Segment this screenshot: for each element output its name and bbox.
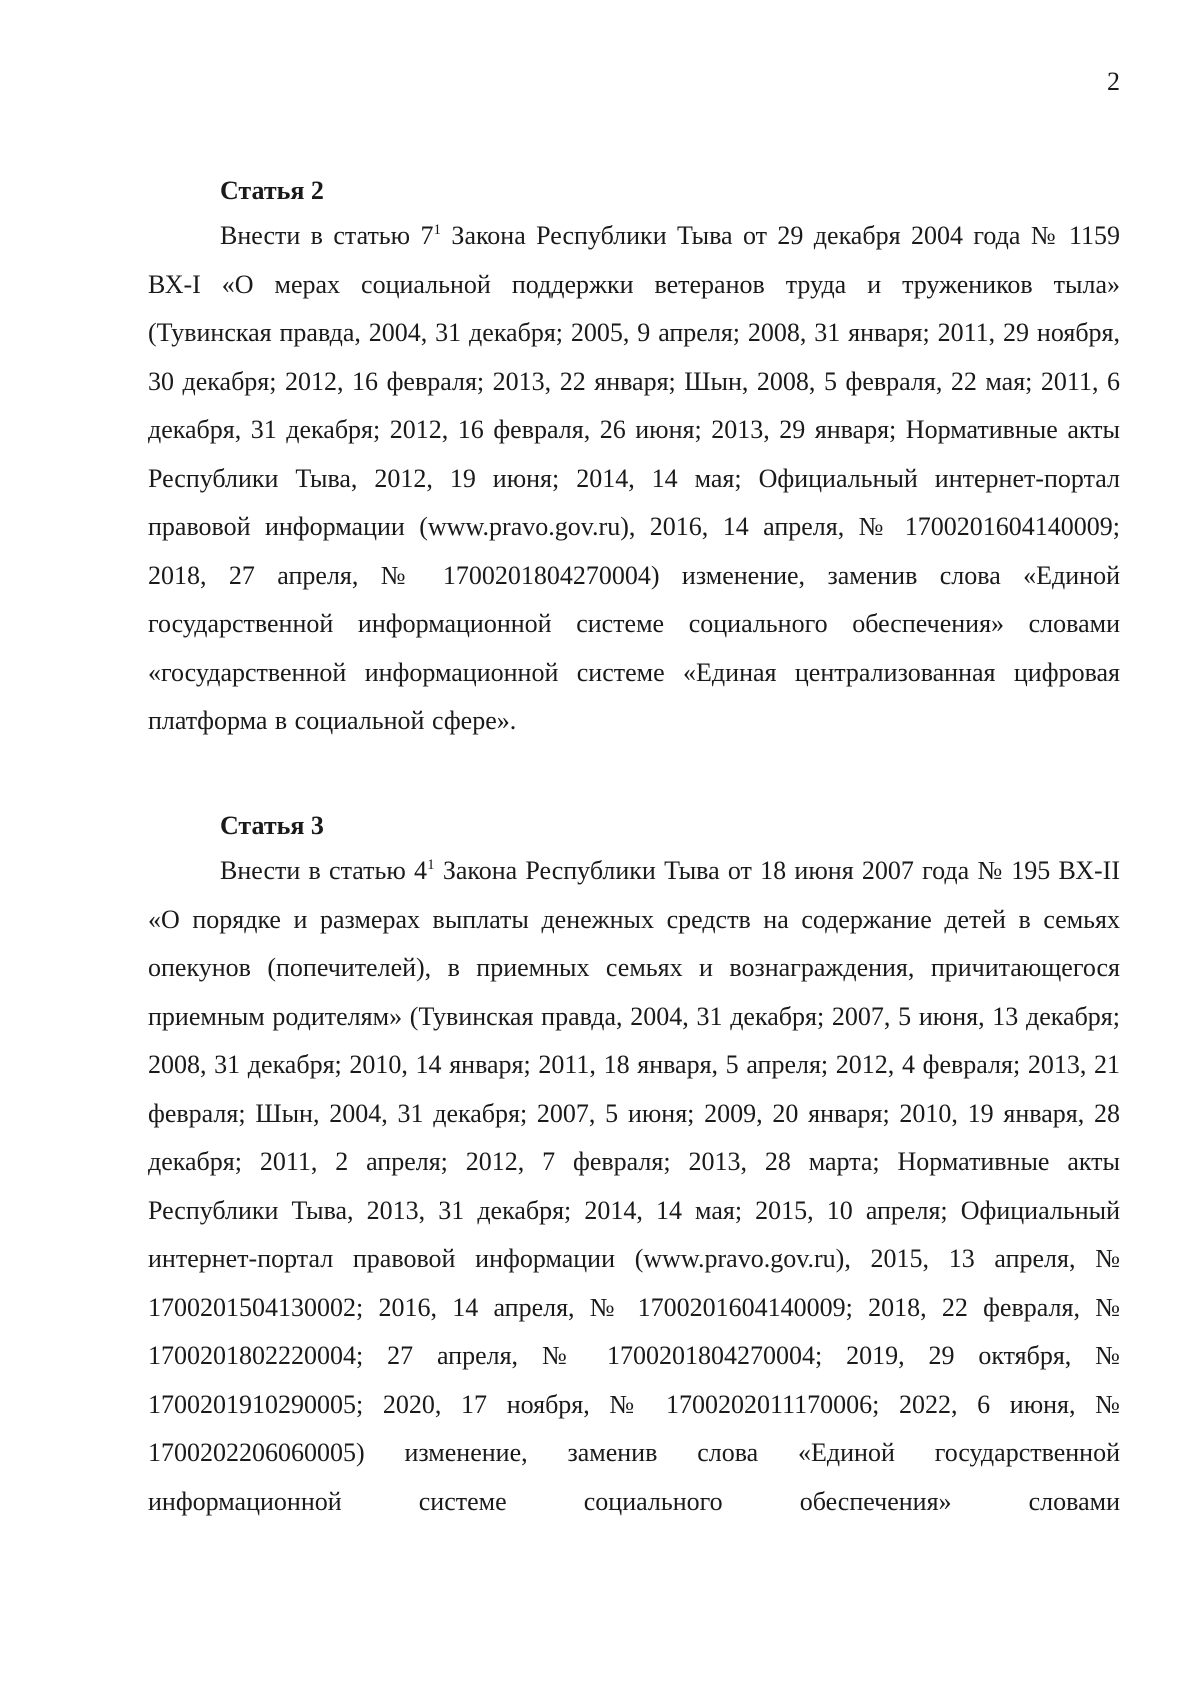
article-text-start: Внести в статью 7 <box>220 221 434 250</box>
article-number-superscript: 1 <box>427 857 435 873</box>
article-text-continuation: Закона Республики Тыва от 18 июня 2007 года № 195 ВХ-II «О порядке и размерах выплаты денежных средств на содержание детей в семьях опекунов (попечителей), в приемных семьях и вознаграждения, причитающегося приемным родителям» (Тувинская правда, 2004, 31 декабря; 2007, 5 июня, 13 декабря; 2008, 31 декабря; 2010, 14 января; 2011, 18 января, 5 апреля; 2012, 4 февраля; 2013, 21 февраля; Шын, 2004, 31 декабря; 2007, 5 июня; 2009, 20 января; 2010, 19 января, 28 декабря; 2011, 2 апреля; 2012, 7 февраля; 2013, 28 марта; Нормативные акты Республики Тыва, 2013, 31 декабря; 2014, 14 мая; 2015, 10 апреля; Официальный интернет-портал правовой информации (www.pravo.gov.ru), 2015, 13 апреля, № 1700201504130002; 2016, 14 апреля, № 1700201604140009; 2018, 22 февраля, № 1700201802220004; 27 апреля, № 1700201804270004; 2019, 29 октября, № 1700201910290005; 2020, 17 ноября, № 1700202011170006; 2022, 6 июня, № 1700202206060005) изменение, заменив слова «Единой государственной информационной системе социального обеспечения» словами <box>148 856 1120 1516</box>
article-2-section <box>148 174 1120 746</box>
article-heading: Статья 2 <box>220 176 324 205</box>
article-number-superscript: 1 <box>433 222 442 238</box>
article-heading: Статья 3 <box>220 811 324 840</box>
article-paragraph <box>148 847 1120 1526</box>
article-3-section <box>148 809 1120 1526</box>
article-paragraph <box>148 212 1120 746</box>
article-text-continuation: Закона Республики Тыва от 29 декабря 2004 года № 1159 ВХ-I «О мерах социальной поддержки ветеранов труда и тружеников тыла» (Тувинская правда, 2004, 31 декабря; 2005, 9 апреля; 2008, 31 января; 2011, 29 ноября, 30 декабря; 2012, 16 февраля; 2013, 22 января; Шын, 2008, 5 февраля, 22 мая; 2011, 6 декабря, 31 декабря; 2012, 16 февраля, 26 июня; 2013, 29 января; Нормативные акты Республики Тыва, 2012, 19 июня; 2014, 14 мая; Официальный интернет-портал правовой информации (www.pravo.gov.ru), 2016, 14 апреля, № 1700201604140009; 2018, 27 апреля, № 1700201804270004) изменение, заменив слова «Единой государственной информационной системе социального обеспечения» словами «государственной информационной системе «Единая централизованная цифровая платформа в социальной сфере». <box>148 221 1120 735</box>
page-number: 2 <box>1107 67 1120 96</box>
article-text-start: Внести в статью 4 <box>220 856 428 885</box>
